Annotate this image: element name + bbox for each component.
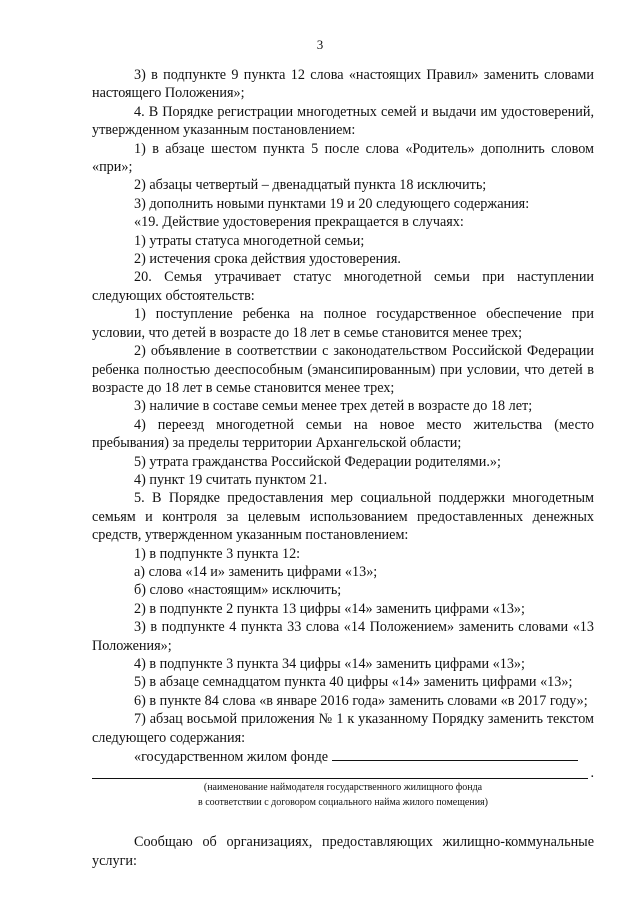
paragraph: б) слово «настоящим» исключить; <box>134 582 342 599</box>
line-end-period: . <box>590 765 594 782</box>
fill-in-blank <box>332 747 578 761</box>
form-caption-line: (наименование наймодателя государственного жилищного фонда <box>203 782 483 794</box>
paragraph: 2) в подпункте 2 пункта 13 цифры «14» заменить цифрами «13»; <box>134 600 525 617</box>
page-number: 3 <box>316 37 324 52</box>
paragraph: 4. В Порядке регистрации многодетных семей и выдачи им удостоверений, утвержденном указанным постановлением: <box>92 103 594 139</box>
paragraph: 3) наличие в составе семьи менее трех детей в возрасте до 18 лет; <box>134 398 533 415</box>
fill-in-full-line <box>92 765 594 782</box>
paragraph: 2) абзацы четвертый – двенадцатый пункта 18 исключить; <box>134 177 487 194</box>
paragraph: 3) дополнить новыми пунктами 19 и 20 следующего содержания: <box>134 195 530 212</box>
closing-paragraph: Сообщаю об организациях, предоставляющих жилищно-коммунальные услуги: <box>92 834 594 869</box>
paragraph: 1) в подпункте 3 пункта 12: <box>134 545 301 562</box>
paragraph: 4) в подпункте 3 пункта 34 цифры «14» заменить цифрами «13»; <box>134 656 525 672</box>
paragraph: «19. Действие удостоверения прекращается в случаях: <box>134 214 464 231</box>
paragraph: 2) истечения срока действия удостоверения. <box>134 251 401 268</box>
form-caption-line: в соответствии с договором социального найма жилого помещения) <box>198 797 488 809</box>
paragraph: 5) в абзаце семнадцатом пункта 40 цифры «14» заменить цифрами «13»; <box>134 674 573 691</box>
paragraph: 5) утрата гражданства Российской Федерации родителями.»; <box>134 453 501 470</box>
paragraph: 7) абзац восьмой приложения № 1 к указанному Порядку заменить текстом следующего содержания: <box>92 711 594 746</box>
paragraph: а) слова «14 и» заменить цифрами «13»; <box>134 563 378 580</box>
paragraph: 3) в подпункте 9 пункта 12 слова «настоящих Правил» заменить словами настоящего Положения»; <box>92 67 594 102</box>
form-lead-line <box>92 747 594 766</box>
paragraph: 1) в абзаце шестом пункта 5 после слова «Родитель» дополнить словом «при»; <box>92 140 594 176</box>
paragraph: 5. В Порядке предоставления мер социальной поддержки многодетным семьям и контроля за целевым использованием предоставленных денежных средств, утвержденном указанным постановлением: <box>92 490 594 544</box>
paragraph: 2) объявление в соответствии с законодательством Российской Федерации ребенка полностью дееспособным (эмансипированным) при условии, что детей в возрасте до 18 лет в семье становится менее трех; <box>92 343 594 396</box>
paragraph: 3) в подпункте 4 пункта 33 слова «14 Положением» заменить словами «13 Положения»; <box>92 619 594 654</box>
paragraph: 4) переезд многодетной семьи на новое место жительства (место пребывания) за пределы территории Архангельской области; <box>92 416 594 452</box>
paragraph: 1) утраты статуса многодетной семьи; <box>134 232 365 249</box>
paragraph: 6) в пункте 84 слова «в январе 2016 года» заменить словами «в 2017 году»; <box>134 692 588 709</box>
form-lead-text: «государственном жилом фонде <box>134 749 329 766</box>
paragraph: 1) поступление ребенка на полное государственное обеспечение при условии, что детей в возрасте до 18 лет в семье становится менее трех; <box>92 306 594 341</box>
document-body <box>92 66 594 870</box>
paragraph: 4) пункт 19 считать пунктом 21. <box>134 471 328 488</box>
paragraph: 20. Семья утрачивает статус многодетной семьи при наступлении следующих обстоятельств: <box>92 269 594 304</box>
